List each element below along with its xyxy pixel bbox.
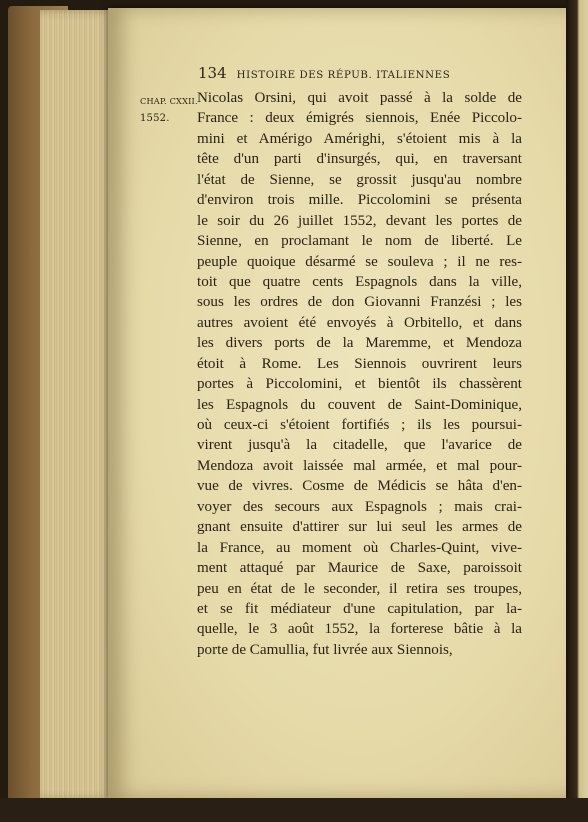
text-line: Nicolas Orsini, qui avoit passé à la solde de [197, 90, 522, 106]
bottom-shadow [0, 798, 588, 822]
text-line: quelle, le 3 août 1552, la forterese bâtie à la [197, 621, 522, 638]
text-line: Sienne, en proclamant le nom de liberté. Le [197, 233, 522, 250]
text-line: peu en état de le seconder, il retira ses troupes, [197, 580, 522, 597]
text-line: autres avoient été envoyés à Orbitello, et dans [197, 314, 522, 331]
text-line: vue de vivres. Cosme de Médicis se hâta d'en- [197, 478, 522, 495]
text-line: sous les ordres de don Giovanni Franzési ; les [197, 294, 522, 311]
text-line: l'état de Sienne, se grossit jusqu'au nombre [197, 171, 522, 188]
margin-chapter-note: CHAP. CXXII. [140, 96, 198, 106]
running-title: HISTOIRE DES RÉPUB. ITALIENNES [236, 70, 451, 81]
text-line: où ceux-ci s'étoient fortifiés ; ils les poursui- [197, 417, 522, 433]
text-line: d'environ trois mille. Piccolomini se présenta [197, 192, 522, 209]
text-line: portes à Piccolomini, et bientôt ils chassèrent [197, 376, 522, 393]
text-line: toit que quatre cents Espagnols dans la ville, [197, 273, 522, 290]
text-line: les divers ports de la Maremme, et Mendoza [197, 335, 522, 352]
text-line: virent jusqu'à la citadelle, que l'avarice de [197, 437, 522, 454]
text-line: voyer des secours aux Espagnols ; mais crai- [197, 498, 522, 515]
text-line: tête d'un parti d'insurgés, qui, en traversant [197, 151, 522, 168]
text-line: les Espagnols du couvent de Saint-Dominique, [197, 396, 522, 413]
text-line: gnant ensuite d'attirer sur lui seul les armes de [197, 519, 522, 536]
text-line: étoit à Rome. Les Siennois ouvrirent leurs [197, 355, 522, 372]
body-text [197, 88, 522, 660]
page-stack-edges [40, 10, 115, 800]
running-header [198, 64, 520, 82]
text-line: peuple quoique désarmé se souleva ; il ne res- [197, 253, 522, 270]
page-number: 134 [198, 64, 227, 82]
text-line: la France, au moment où Charles-Quint, vive- [197, 539, 522, 556]
text-line: mini et Amérigo Amérighi, s'étoient mis à la [197, 130, 522, 147]
text-line: Mendoza avoit laissée mal armée, et mal pour- [197, 457, 522, 474]
text-line: porte de Camullia, fut livrée aux Siennois, [197, 641, 453, 658]
margin-year-note: 1552. [140, 113, 170, 124]
text-line: et se fit médiateur d'une capitulation, par la- [197, 600, 522, 617]
text-line: France : deux émigrés siennois, Enée Piccolo- [197, 110, 522, 127]
text-line: le soir du 26 juillet 1552, devant les portes de [197, 212, 522, 229]
facing-page-edge [566, 0, 588, 822]
text-line: ment attaqué par Maurice de Saxe, paroissoit [197, 560, 522, 577]
